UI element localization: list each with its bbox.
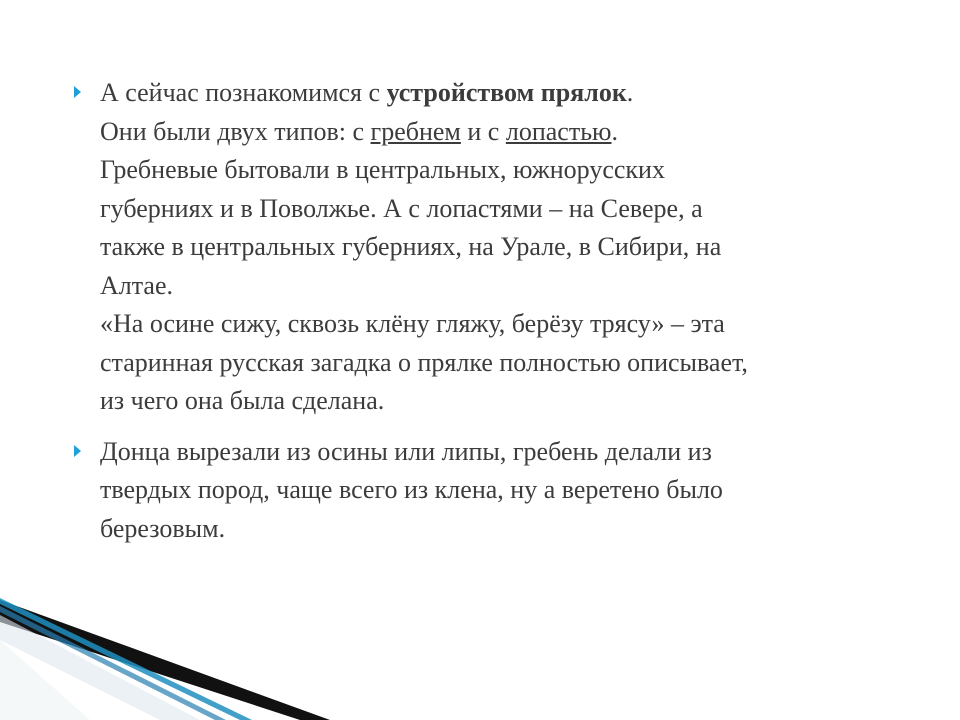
text-line: [100, 433, 918, 472]
text-run: Они были двух типов: с: [100, 116, 371, 146]
text-run: старинная русская загадка о прялке полностью описывает,: [100, 347, 748, 377]
text-line: [100, 74, 918, 113]
underlined-text: лопастью: [505, 116, 612, 146]
bullet-item: [68, 74, 918, 421]
text-run: губерниях и в Поволжье. А с лопастями – на Севере, а: [100, 193, 703, 223]
text-line: [100, 305, 918, 344]
text-run: из чего она была сделана.: [100, 386, 385, 415]
text-line: [100, 382, 918, 421]
text-run: и с: [460, 116, 506, 146]
text-run: .: [611, 116, 618, 146]
text-run: Гребневые бытовали в центральных, южнорусских: [100, 155, 665, 184]
text-run: Донца вырезали из осины или липы, гребень делали из: [100, 436, 712, 466]
bold-text: устройством прялок: [386, 78, 627, 107]
text-run: .: [626, 78, 634, 107]
bullet-arrow-icon: [74, 445, 81, 457]
bullet-arrow-icon: [74, 86, 81, 98]
underlined-text: гребнем: [370, 116, 461, 146]
corner-stripes: [0, 598, 330, 720]
text-line: [100, 113, 918, 152]
text-run: А сейчас познакомимся с: [100, 78, 387, 107]
text-line: [100, 344, 918, 383]
text-line: [100, 267, 918, 306]
text-run: Алтае.: [100, 270, 174, 300]
text-run: также в центральных губерниях, на Урале, в Сибири, на: [100, 232, 722, 261]
bullet-item: [68, 433, 918, 549]
text-line: [100, 190, 918, 229]
text-run: «На осине сижу, сквозь клёну гляжу, берёзу трясу» – эта: [100, 309, 725, 338]
text-line: [100, 510, 918, 549]
bullet-list: [68, 74, 918, 560]
text-line: [100, 228, 918, 267]
text-line: [100, 471, 918, 510]
text-line: [100, 151, 918, 190]
text-run: твердых пород, чаще всего из клена, ну а веретено было: [100, 475, 723, 504]
text-run: березовым.: [100, 513, 226, 543]
